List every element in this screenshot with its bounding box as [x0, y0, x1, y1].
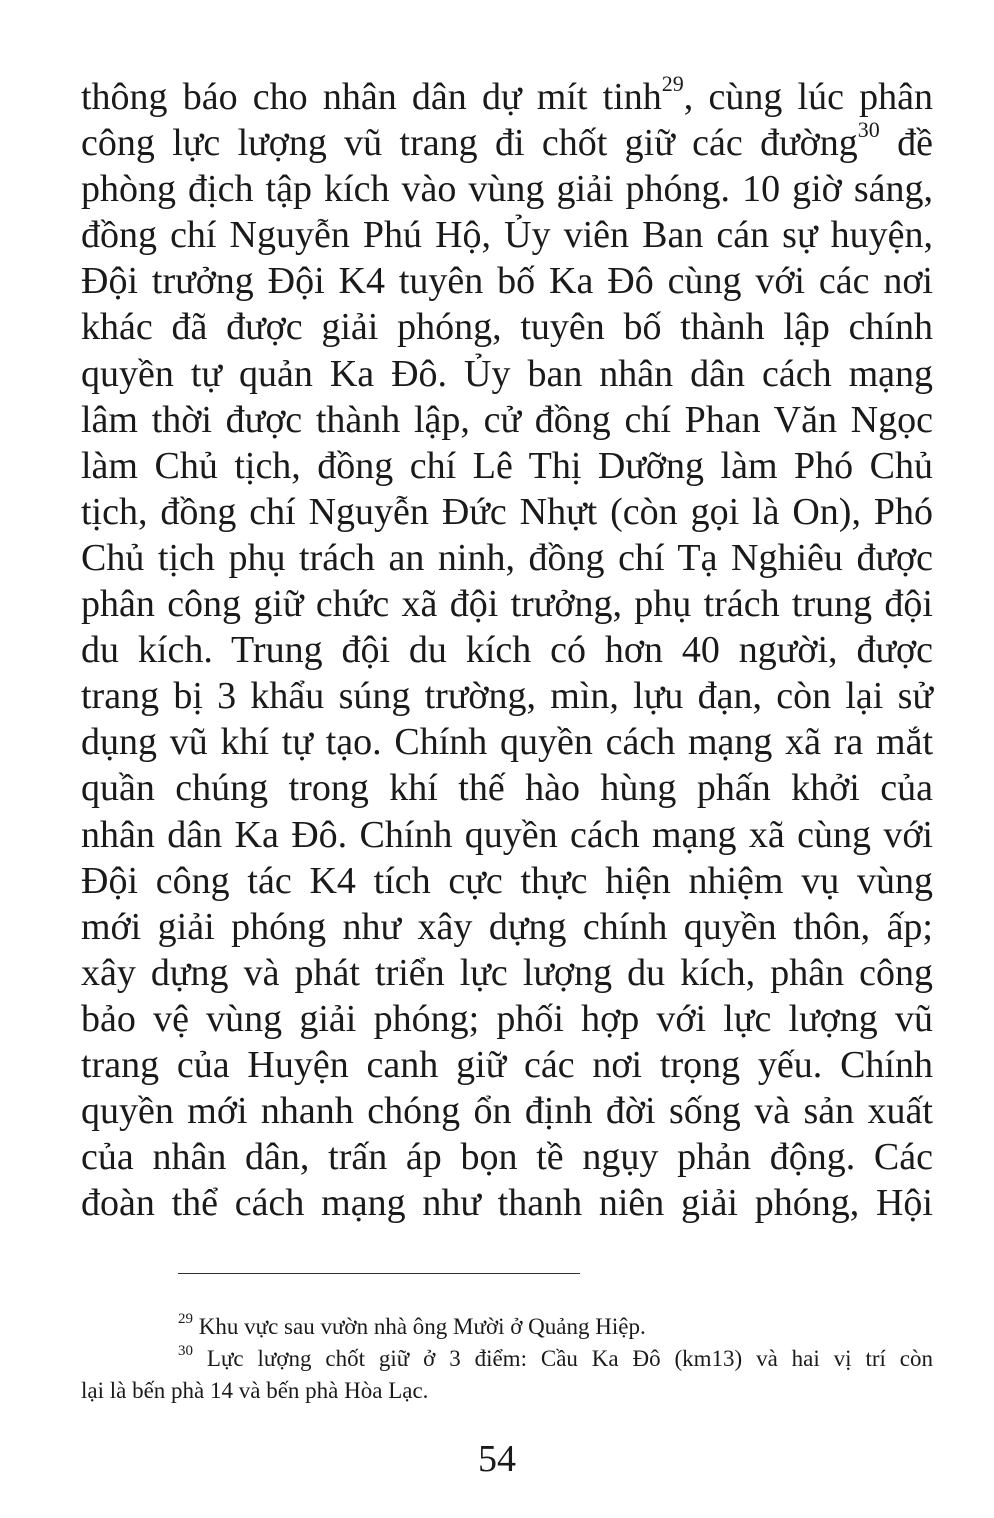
- text-line: khác đã được giải phóng, tuyên bố thành lập chính: [81, 306, 933, 349]
- text-line: trang bị 3 khẩu súng trường, mìn, lựu đạn, còn lại sử: [81, 675, 933, 718]
- footnote-30-continuation: lại là bến phà 14 và bến phà Hòa Lạc.: [81, 1378, 429, 1403]
- text-line: Chủ tịch phụ trách an ninh, đồng chí Tạ Nghiêu được: [81, 536, 933, 579]
- text-line: quyền mới nhanh chóng ổn định đời sống và sản xuất: [81, 1090, 933, 1133]
- footnote-number: 30: [178, 1343, 193, 1360]
- text-line: phòng địch tập kích vào vùng giải phóng. 10 giờ sáng,: [81, 168, 933, 211]
- text-line: xây dựng và phát triển lực lượng du kích, phân công: [81, 951, 933, 994]
- text-line: Đội trưởng Đội K4 tuyên bố Ka Đô cùng với các nơi: [81, 260, 933, 303]
- text-line: tịch, đồng chí Nguyễn Đức Nhựt (còn gọi là On), Phó: [81, 490, 933, 533]
- text-line: làm Chủ tịch, đồng chí Lê Thị Dưỡng làm Phó Chủ: [81, 444, 933, 487]
- text-line: trang của Huyện canh giữ các nơi trọng yếu. Chính: [81, 1043, 933, 1086]
- text-line: mới giải phóng như xây dựng chính quyền thôn, ấp;: [81, 905, 933, 948]
- footnote-number: 29: [178, 1311, 193, 1328]
- text-line: du kích. Trung đội du kích có hơn 40 người, được: [81, 629, 933, 672]
- text-line: của nhân dân, trấn áp bọn tề ngụy phản động. Các: [81, 1136, 933, 1179]
- text-line: phân công giữ chức xã đội trưởng, phụ trách trung đội: [81, 583, 933, 626]
- text-line: Đội công tác K4 tích cực thực hiện nhiệm vụ vùng: [81, 859, 933, 902]
- text-line: dụng vũ khí tự tạo. Chính quyền cách mạng xã ra mắt: [81, 721, 933, 764]
- text-line: nhân dân Ka Đô. Chính quyền cách mạng xã cùng với: [81, 813, 933, 856]
- footnotes: [81, 1311, 933, 1407]
- text-line: công lực lượng vũ trang đi chốt giữ các đường$^{30}$ đề: [81, 117, 933, 165]
- text-line: quần chúng trong khí thế hào hùng phấn khởi của: [81, 767, 933, 810]
- footnote-ref-29[interactable]: 29: [661, 71, 684, 97]
- page-number: 54: [478, 1438, 516, 1480]
- text-line: lâm thời được thành lập, cử đồng chí Phan Văn Ngọc: [81, 398, 933, 441]
- footnote-divider: [178, 1273, 580, 1274]
- text-line: thông báo cho nhân dân dự mít tinh$^{29}$, cùng lúc phân: [81, 71, 934, 118]
- text-line: bảo vệ vùng giải phóng; phối hợp với lực lượng vũ: [81, 997, 933, 1040]
- footnote-29: $^{29}$ Khu vực sau vườn nhà ông Mười ở Quảng Hiệp.: [178, 1311, 646, 1339]
- text-line: quyền tự quản Ka Đô. Ủy ban nhân dân cách mạng: [81, 352, 933, 395]
- text-line: đồng chí Nguyễn Phú Hộ, Ủy viên Ban cán sự huyện,: [81, 214, 933, 257]
- body-text: [81, 71, 934, 1226]
- text-line: đoàn thể cách mạng như thanh niên giải phóng, Hội: [81, 1182, 933, 1225]
- footnote-ref-30[interactable]: 30: [857, 117, 880, 143]
- footnote-30: $^{30}$ Lực lượng chốt giữ ở 3 điểm: Cầu Ka Đô (km13) và hai vị trí còn: [178, 1343, 933, 1371]
